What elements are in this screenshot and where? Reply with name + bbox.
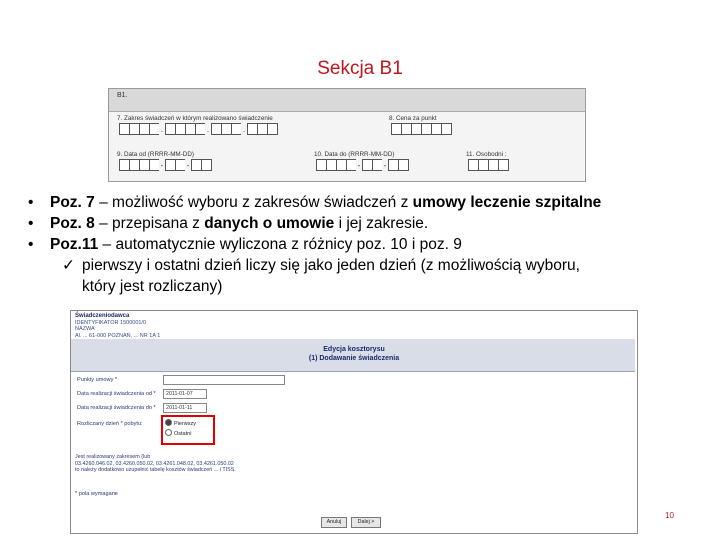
check-icon: ✓ <box>62 257 75 274</box>
radio-last[interactable] <box>165 429 191 437</box>
field9-boxes[interactable]: - - <box>119 159 212 171</box>
bullet-list <box>26 192 706 297</box>
bullet-bold: Poz.11 <box>50 236 99 253</box>
radio-first-label: Pierwszy <box>174 421 197 427</box>
bullet-text: – możliwość wyboru z zakresów świadczeń z <box>94 194 413 211</box>
provider-name: NAZWA <box>75 326 95 332</box>
radio-empty-icon <box>165 429 172 436</box>
bullet-icon: • <box>28 236 34 253</box>
bullet-bold: Poz. 8 <box>50 215 95 232</box>
info-line2: 03.4260.046.02, 03.4260.050.02, 03.4261.048.02, 03.4261.050.02 <box>75 460 234 467</box>
punkty-select[interactable] <box>163 375 285 385</box>
bullet-text: – automatycznie wyliczona z różnicy poz. 10 i poz. 9 <box>98 236 462 253</box>
field10-label: 10. Data do (RRRR-MM-DD) <box>314 151 395 158</box>
field8-boxes[interactable] <box>391 123 452 135</box>
info-line3: to należy dodatkowo uzupełnić tabelę kosztów świadczeń ... i TISS. <box>75 467 236 473</box>
sub-bullet-line1: pierwszy i ostatni dzień liczy się jako jeden dzień (z możliwością wyboru, <box>82 257 580 274</box>
data-do-label: Data realizacji świadczenia do * <box>77 405 156 411</box>
data-od-input[interactable]: 2011-01-07 <box>163 389 207 399</box>
data-do-input[interactable]: 2011-01-11 <box>163 403 207 413</box>
app-screenshot <box>70 310 638 534</box>
panel-title-text: Edycja kosztorysu <box>323 346 385 353</box>
radio-selected-icon <box>165 419 172 426</box>
bullet-item <box>26 213 706 234</box>
provider-address: Al. ... 61-000 POZNAŃ, ... NR 1A 1 <box>75 332 161 339</box>
panel-title <box>71 345 637 363</box>
field9-label: 9. Data od (RRRR-MM-DD) <box>117 151 194 158</box>
data-od-label: Data realizacji świadczenia od * <box>77 391 156 397</box>
sub-bullet <box>26 255 706 297</box>
required-note: * pola wymagane <box>75 491 118 497</box>
bullet-icon: • <box>28 194 34 211</box>
provider-header <box>71 311 637 341</box>
field11-boxes[interactable] <box>468 159 509 171</box>
field7-boxes[interactable]: . . . <box>119 123 278 135</box>
punkty-label: Punkty umowy * <box>77 377 118 383</box>
bullet-bold2: danych o umowie <box>204 215 335 232</box>
bullet-icon: • <box>28 215 34 232</box>
dzien-label: Rozliczany dzień * pobytu: <box>77 421 143 427</box>
bullet-text-end: i jej zakresie. <box>334 215 429 232</box>
info-line1: Jest realizowany zakresem (lub <box>75 454 151 460</box>
info-text <box>75 454 236 474</box>
field10-boxes[interactable]: - - <box>316 159 409 171</box>
form-b1-header: B1. <box>109 89 585 112</box>
bullet-bold: Poz. 7 <box>50 194 95 211</box>
bullet-text: – przepisana z <box>94 215 205 232</box>
next-button[interactable]: Dalej > <box>351 517 381 528</box>
sub-bullet-line2: który jest rozliczany) <box>82 278 223 295</box>
cancel-button[interactable]: Anuluj <box>321 517 347 528</box>
bullet-item <box>26 192 706 213</box>
panel-subtitle: (1) Dodawanie świadczenia <box>308 355 400 362</box>
provider-title: Świadczeniodawca <box>75 313 130 319</box>
edit-panel <box>71 339 637 533</box>
field8-label: 8. Cena za punkt <box>389 115 437 122</box>
field11-label: 11. Osobodni : <box>466 151 507 158</box>
bullet-bold2: umowy leczenie szpitalne <box>412 194 602 211</box>
field7-label: 7. Zakres świadczeń w którym realizowano świadczenie <box>117 115 273 122</box>
radio-last-label: Ostatni <box>174 431 192 437</box>
bullet-item <box>26 234 706 255</box>
slide-title: Sekcja B1 <box>317 58 403 79</box>
provider-id: IDENTYFIKATOR 1500001/0 <box>75 319 147 326</box>
form-b1-screenshot <box>108 88 586 182</box>
radio-first[interactable] <box>165 419 196 427</box>
page-number: 10 <box>665 511 674 520</box>
